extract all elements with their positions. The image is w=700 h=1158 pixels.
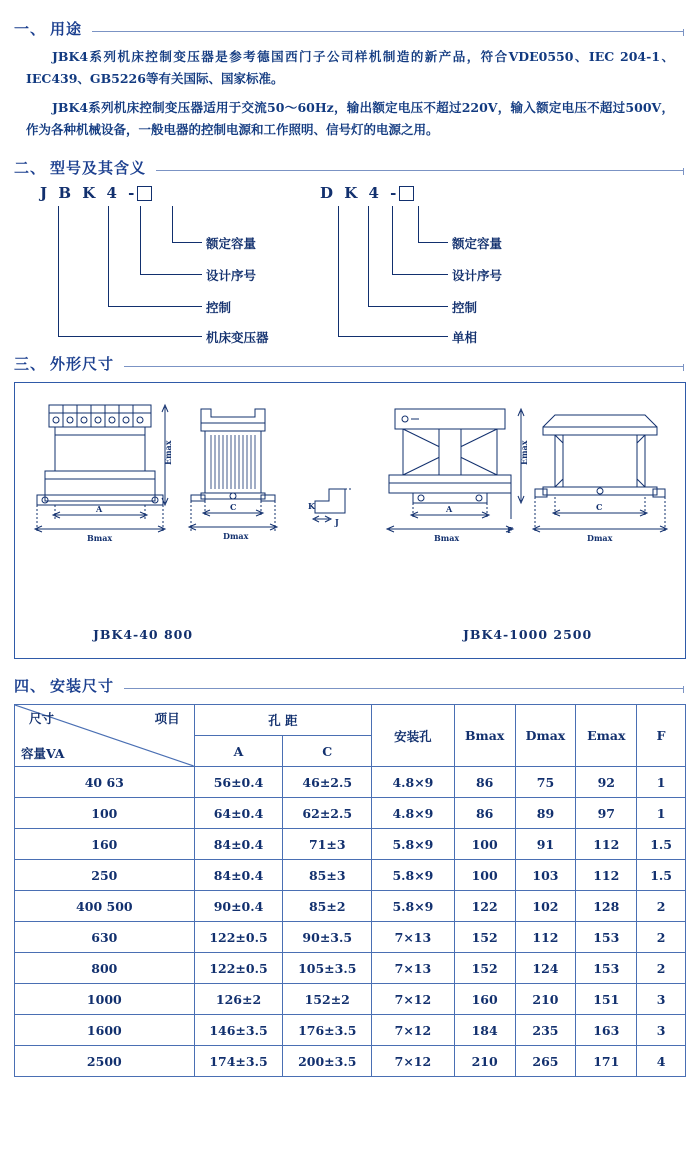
cell-a: 126±2 bbox=[194, 984, 283, 1015]
svg-text:C: C bbox=[596, 502, 603, 512]
table-header-row-1 bbox=[15, 705, 686, 736]
leader-label-capacity: 额定容量 bbox=[206, 236, 257, 251]
header-bmax: Bmax bbox=[454, 705, 515, 767]
section-title: 外形尺寸 bbox=[50, 355, 115, 373]
svg-text:Dmax: Dmax bbox=[223, 531, 249, 541]
cell-f: 2 bbox=[637, 953, 686, 984]
table-corner-header bbox=[15, 705, 195, 767]
header-a: A bbox=[194, 736, 283, 767]
section-title: 用途 bbox=[50, 20, 83, 38]
svg-text:Dmax: Dmax bbox=[587, 533, 613, 543]
drawing-slot-detail bbox=[308, 489, 353, 527]
cell-capacity: 160 bbox=[15, 829, 195, 860]
cell-c: 200±3.5 bbox=[283, 1046, 372, 1077]
cell-c: 176±3.5 bbox=[283, 1015, 372, 1046]
cell-kj: 7×12 bbox=[372, 1046, 455, 1077]
cell-emax: 153 bbox=[576, 953, 637, 984]
cell-bmax: 152 bbox=[454, 953, 515, 984]
cell-capacity: 1600 bbox=[15, 1015, 195, 1046]
leader-label-capacity: 额定容量 bbox=[452, 236, 503, 251]
model-designation-diagram bbox=[0, 184, 700, 349]
cell-dmax: 210 bbox=[515, 984, 576, 1015]
mounting-dimensions-table bbox=[14, 704, 686, 1077]
heading-rule bbox=[92, 31, 684, 32]
header-dmax: Dmax bbox=[515, 705, 576, 767]
cell-a: 56±0.4 bbox=[194, 767, 283, 798]
heading-rule bbox=[124, 688, 684, 689]
cell-emax: 112 bbox=[576, 860, 637, 891]
section-number: 四、 bbox=[14, 677, 47, 695]
header-emax: Emax bbox=[576, 705, 637, 767]
svg-text:Emax: Emax bbox=[163, 440, 173, 465]
cell-dmax: 124 bbox=[515, 953, 576, 984]
heading-rule bbox=[124, 366, 684, 367]
table-row bbox=[15, 953, 686, 984]
cell-capacity: 250 bbox=[15, 860, 195, 891]
svg-text:Bmax: Bmax bbox=[87, 533, 113, 543]
cell-kj: 4.8×9 bbox=[372, 798, 455, 829]
cell-dmax: 91 bbox=[515, 829, 576, 860]
cell-a: 122±0.5 bbox=[194, 922, 283, 953]
cell-c: 152±2 bbox=[283, 984, 372, 1015]
model-block-dk4 bbox=[320, 184, 650, 345]
table-body bbox=[15, 767, 686, 1077]
cell-capacity: 2500 bbox=[15, 1046, 195, 1077]
section-number: 一、 bbox=[14, 20, 47, 38]
svg-text:Bmax: Bmax bbox=[434, 533, 460, 543]
cell-capacity: 800 bbox=[15, 953, 195, 984]
leader-lines-dk4 bbox=[320, 206, 650, 345]
cell-c: 105±3.5 bbox=[283, 953, 372, 984]
cell-f: 2 bbox=[637, 922, 686, 953]
corner-label-item: 项目 bbox=[154, 711, 180, 726]
group-header-mounting-hole: 安装孔 bbox=[372, 705, 455, 767]
cell-a: 90±0.4 bbox=[194, 891, 283, 922]
cell-capacity: 40 63 bbox=[15, 767, 195, 798]
svg-text:A: A bbox=[96, 504, 103, 514]
cell-bmax: 160 bbox=[454, 984, 515, 1015]
cell-emax: 151 bbox=[576, 984, 637, 1015]
svg-text:C: C bbox=[230, 502, 237, 512]
leader-label-phase: 单相 bbox=[452, 330, 478, 345]
cell-f: 3 bbox=[637, 984, 686, 1015]
leader-label-design: 设计序号 bbox=[206, 268, 257, 283]
cell-emax: 163 bbox=[576, 1015, 637, 1046]
cell-kj: 7×12 bbox=[372, 1015, 455, 1046]
table-row bbox=[15, 798, 686, 829]
heading-rule bbox=[156, 170, 684, 171]
leader-label-design: 设计序号 bbox=[452, 268, 503, 283]
cell-emax: 153 bbox=[576, 922, 637, 953]
model-code-text: J B K 4 - bbox=[40, 184, 138, 202]
cell-emax: 97 bbox=[576, 798, 637, 829]
table-row bbox=[15, 860, 686, 891]
cell-kj: 7×12 bbox=[372, 984, 455, 1015]
cell-capacity: 100 bbox=[15, 798, 195, 829]
cell-dmax: 112 bbox=[515, 922, 576, 953]
cell-a: 174±3.5 bbox=[194, 1046, 283, 1077]
section-number: 三、 bbox=[14, 355, 47, 373]
drawing-caption-left: JBK4-40 800 bbox=[93, 627, 194, 642]
cell-dmax: 75 bbox=[515, 767, 576, 798]
cell-bmax: 122 bbox=[454, 891, 515, 922]
cell-bmax: 86 bbox=[454, 798, 515, 829]
usage-paragraph-2: JBK4系列机床控制变压器适用于交流50～60Hz，输出额定电压不超过220V，输入额定电压不超过500V，作为各种机械设备，一般电器的控制电源和工作照明、信号灯的电源之用。 bbox=[26, 100, 674, 137]
cell-bmax: 100 bbox=[454, 860, 515, 891]
cell-emax: 112 bbox=[576, 829, 637, 860]
capacity-placeholder-box bbox=[137, 186, 152, 201]
cell-emax: 171 bbox=[576, 1046, 637, 1077]
cell-c: 85±3 bbox=[283, 860, 372, 891]
section-heading-mounting bbox=[14, 675, 686, 696]
corner-label-dimension: 尺寸 bbox=[29, 711, 55, 726]
table-row bbox=[15, 891, 686, 922]
section-heading-model bbox=[14, 157, 686, 178]
cell-emax: 92 bbox=[576, 767, 637, 798]
drawing-jbk4-small-front bbox=[35, 405, 173, 543]
cell-dmax: 89 bbox=[515, 798, 576, 829]
cell-kj: 5.8×9 bbox=[372, 860, 455, 891]
cell-kj: 7×13 bbox=[372, 922, 455, 953]
svg-text:K: K bbox=[308, 501, 315, 511]
cell-kj: 5.8×9 bbox=[372, 829, 455, 860]
cell-c: 85±2 bbox=[283, 891, 372, 922]
cell-bmax: 86 bbox=[454, 767, 515, 798]
table-row bbox=[15, 767, 686, 798]
cell-c: 46±2.5 bbox=[283, 767, 372, 798]
cell-capacity: 630 bbox=[15, 922, 195, 953]
cell-f: 3 bbox=[637, 1015, 686, 1046]
table-row bbox=[15, 829, 686, 860]
drawing-jbk4-small-side bbox=[189, 409, 277, 541]
cell-capacity: 1000 bbox=[15, 984, 195, 1015]
cell-bmax: 152 bbox=[454, 922, 515, 953]
section-heading-usage bbox=[14, 18, 686, 39]
section-heading-outline bbox=[14, 353, 686, 374]
cell-f: 1 bbox=[637, 767, 686, 798]
corner-label-capacity: 容量VA bbox=[21, 746, 65, 761]
svg-text:J: J bbox=[335, 517, 339, 527]
cell-emax: 128 bbox=[576, 891, 637, 922]
cell-capacity: 400 500 bbox=[15, 891, 195, 922]
cell-c: 71±3 bbox=[283, 829, 372, 860]
cell-kj: 5.8×9 bbox=[372, 891, 455, 922]
outline-drawing-panel bbox=[14, 382, 686, 659]
cell-f: 1.5 bbox=[637, 860, 686, 891]
header-f: F bbox=[637, 705, 686, 767]
drawing-jbk4-large-side bbox=[533, 415, 667, 543]
cell-c: 90±3.5 bbox=[283, 922, 372, 953]
table-row bbox=[15, 1015, 686, 1046]
svg-text:A: A bbox=[446, 504, 453, 514]
header-c: C bbox=[283, 736, 372, 767]
cell-c: 62±2.5 bbox=[283, 798, 372, 829]
leader-label-type: 机床变压器 bbox=[206, 330, 269, 345]
cell-bmax: 210 bbox=[454, 1046, 515, 1077]
model-code-text: D K 4 - bbox=[320, 184, 400, 202]
section-title: 型号及其含义 bbox=[50, 159, 147, 177]
capacity-placeholder-box bbox=[399, 186, 414, 201]
cell-f: 2 bbox=[637, 891, 686, 922]
table-row bbox=[15, 984, 686, 1015]
cell-a: 146±3.5 bbox=[194, 1015, 283, 1046]
leader-label-control: 控制 bbox=[206, 300, 232, 315]
cell-a: 64±0.4 bbox=[194, 798, 283, 829]
leader-label-control: 控制 bbox=[452, 300, 478, 315]
cell-dmax: 235 bbox=[515, 1015, 576, 1046]
cell-bmax: 184 bbox=[454, 1015, 515, 1046]
cell-a: 122±0.5 bbox=[194, 953, 283, 984]
model-code-dk4 bbox=[320, 184, 650, 206]
svg-text:F: F bbox=[507, 525, 513, 535]
cell-dmax: 265 bbox=[515, 1046, 576, 1077]
cell-f: 1 bbox=[637, 798, 686, 829]
cell-kj: 4.8×9 bbox=[372, 767, 455, 798]
cell-kj: 7×13 bbox=[372, 953, 455, 984]
usage-paragraph-1: JBK4系列机床控制变压器是参考德国西门子公司样机制造的新产品，符合VDE0550、IEC 204-1、IEC439、GB5226等有关国际、国家标准。 bbox=[26, 49, 674, 86]
cell-dmax: 103 bbox=[515, 860, 576, 891]
svg-text:Emax: Emax bbox=[519, 440, 529, 465]
group-header-hole-pitch: 孔 距 bbox=[194, 705, 371, 736]
cell-a: 84±0.4 bbox=[194, 860, 283, 891]
drawing-jbk4-large-front bbox=[387, 409, 529, 543]
cell-f: 1.5 bbox=[637, 829, 686, 860]
document-page bbox=[0, 18, 700, 1158]
section-title: 安装尺寸 bbox=[50, 677, 115, 695]
table-row bbox=[15, 922, 686, 953]
cell-bmax: 100 bbox=[454, 829, 515, 860]
section-number: 二、 bbox=[14, 159, 47, 177]
drawing-caption-right: JBK4-1000 2500 bbox=[463, 627, 593, 642]
table-row bbox=[15, 1046, 686, 1077]
outline-drawings-svg bbox=[15, 383, 685, 623]
cell-f: 4 bbox=[637, 1046, 686, 1077]
cell-dmax: 102 bbox=[515, 891, 576, 922]
cell-a: 84±0.4 bbox=[194, 829, 283, 860]
